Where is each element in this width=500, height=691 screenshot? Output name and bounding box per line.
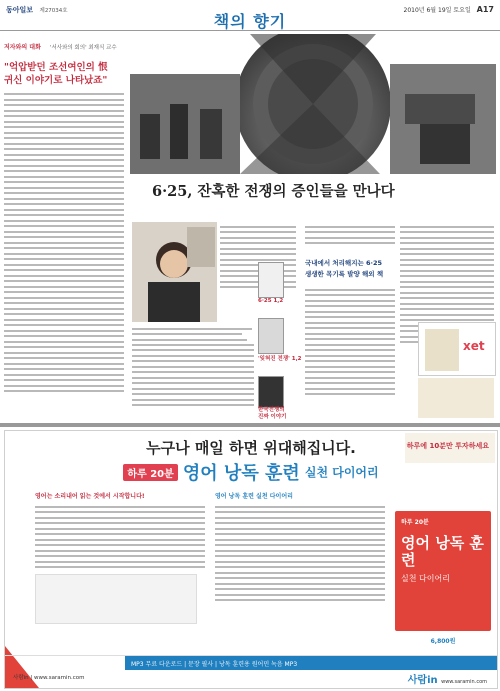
text-line	[4, 181, 124, 183]
ad-footer-address: 사람in | www.saramin.com	[13, 675, 85, 681]
text-line	[4, 280, 124, 282]
page-header	[0, 0, 500, 31]
ad-column-1-head: 영어는 소리내어 읽는 것에서 시작합니다!	[35, 493, 145, 500]
issue-number: 제27034호	[39, 8, 68, 14]
book-cover-3	[258, 376, 284, 408]
text-line	[4, 297, 124, 299]
text-line	[4, 258, 124, 260]
book-title-1: 6·25 1,2	[258, 298, 284, 304]
ad-column-2	[215, 493, 385, 605]
ad-footer	[5, 655, 497, 688]
text-line	[4, 341, 124, 343]
text-line	[4, 132, 124, 134]
text-line	[4, 187, 124, 189]
paper-name: 동아일보 제27034호	[6, 6, 68, 14]
text-line	[4, 313, 124, 315]
text-line	[4, 220, 124, 222]
book-ad-logo: xet	[463, 339, 485, 353]
diary-advertisement	[4, 430, 498, 689]
text-line	[4, 176, 124, 178]
text-line	[4, 231, 124, 233]
book-cover-1	[258, 262, 284, 298]
caption-line	[132, 328, 252, 330]
text-line	[4, 357, 124, 359]
text-line	[4, 203, 124, 205]
text-line	[4, 291, 124, 293]
section-divider	[0, 423, 500, 427]
war-photo-image	[130, 34, 496, 174]
text-line	[4, 214, 124, 216]
left-column	[4, 34, 124, 419]
book-cover-title: 영어 낭독 훈련	[401, 534, 484, 569]
text-line	[4, 236, 124, 238]
text-line	[4, 110, 124, 112]
author-photo	[132, 222, 217, 322]
text-line	[4, 324, 124, 326]
main-headline: 6·25, 잔혹한 전쟁의 증인들을 만나다	[152, 183, 395, 200]
ad-price: 6,800원	[430, 638, 456, 645]
text-line	[4, 363, 124, 365]
author-portrait-image	[132, 222, 217, 322]
ad-sample-page	[35, 574, 197, 624]
text-line	[4, 165, 124, 167]
byline: '서사와의 회의' 최재식 교수	[49, 45, 117, 51]
ad-brand-url: www.saramin.com	[441, 679, 487, 685]
text-line	[4, 269, 124, 271]
text-line	[4, 286, 124, 288]
text-line	[4, 198, 124, 200]
text-line	[4, 352, 124, 354]
text-line	[4, 209, 124, 211]
ad-brand-logo: 사람in www.saramin.com	[407, 675, 487, 686]
ad-title-big: 영어 낭독 훈련	[182, 463, 300, 484]
ad-badge: 하루 20분	[123, 464, 177, 481]
text-line	[4, 225, 124, 227]
text-line	[4, 143, 124, 145]
text-line	[4, 374, 124, 376]
text-line	[4, 253, 124, 255]
book-cover-top: 하루 20분	[401, 519, 429, 526]
text-line	[4, 247, 124, 249]
sub-headline: 국내에서 처리해지는 6·25 생생한 목기록 발양 해외 책	[305, 259, 384, 278]
text-line	[4, 115, 124, 117]
article-column-1b	[132, 340, 254, 410]
text-line	[4, 330, 124, 332]
text-line	[4, 385, 124, 387]
text-line	[4, 302, 124, 304]
text-line	[4, 275, 124, 277]
text-line	[4, 192, 124, 194]
article-column-2	[305, 222, 395, 248]
text-line	[4, 137, 124, 139]
text-line	[4, 379, 124, 381]
text-line	[4, 121, 124, 123]
caption-line	[132, 333, 242, 335]
section-title: 책의 향기	[213, 12, 287, 31]
body-text	[4, 93, 124, 392]
book-ad-banner	[418, 378, 494, 418]
text-line	[4, 242, 124, 244]
text-line	[4, 126, 124, 128]
text-line	[4, 159, 124, 161]
ad-promo-banner	[405, 433, 495, 463]
ad-book-cover	[395, 511, 491, 631]
book-title-2: '잊혀진 전쟁' 1,2	[258, 356, 302, 362]
column-tag: 저자와의 대화	[4, 44, 41, 51]
ad-column-2-head: 영어 낭독 훈련 실천 다이어리	[215, 493, 293, 500]
text-line	[4, 335, 124, 337]
pull-quote: "억압받던 조선여인의 恨 귀신 이야기로 나타났죠"	[4, 62, 108, 86]
ad-promo-text: 하루에 10분만 투자하세요	[406, 442, 489, 450]
ad-column-1	[35, 493, 205, 624]
text-line	[4, 93, 124, 95]
text-line	[4, 99, 124, 101]
ad-headline: 누구나 매일 하면 위대해집니다.	[146, 439, 356, 457]
ad-footer-bar-text: MP3 무료 다운로드 | 문장 필사 | 낭독 훈련용 원어민 녹음 MP3	[131, 661, 298, 668]
war-photo-collage	[130, 34, 496, 174]
article-column-2b	[305, 285, 395, 399]
text-line	[4, 308, 124, 310]
text-line	[4, 368, 124, 370]
text-line	[4, 319, 124, 321]
text-line	[4, 170, 124, 172]
ad-footer-bar	[125, 656, 497, 670]
book-ad-box	[418, 322, 496, 376]
book-cover-sub: 실천 다이어리	[401, 574, 450, 583]
text-line	[4, 346, 124, 348]
page-number: A17	[476, 5, 494, 14]
text-line	[4, 104, 124, 106]
book-title-3: 한국전쟁의 진짜 이야기	[258, 407, 287, 420]
text-line	[4, 390, 124, 392]
text-line	[4, 148, 124, 150]
text-line	[4, 264, 124, 266]
book-ad-cover	[425, 329, 459, 371]
book-cover-2	[258, 318, 284, 354]
text-line	[4, 154, 124, 156]
ad-title-small: 실천 다이어리	[304, 465, 379, 480]
page-date: 2010년 6월 19일 토요일 A17	[403, 5, 494, 14]
